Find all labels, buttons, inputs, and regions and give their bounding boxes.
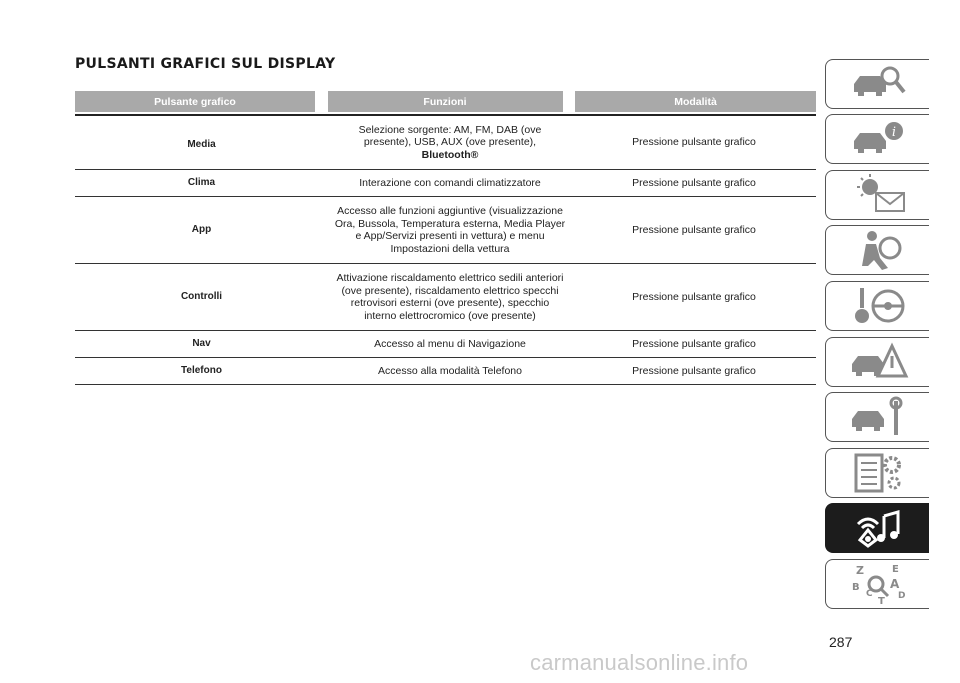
index-letter: B <box>851 582 860 593</box>
car-info-icon <box>846 117 910 161</box>
page-number: 287 <box>829 634 853 650</box>
light-message-icon <box>846 173 910 217</box>
button-name: Controlli <box>180 291 223 302</box>
index-letter: T <box>877 596 885 606</box>
table-header <box>75 91 816 116</box>
button-name: Media <box>187 139 216 150</box>
button-name: Clima <box>187 176 216 188</box>
tab-light-message[interactable] <box>825 170 929 220</box>
function-desc: Attivazione riscaldamento elettrico sedili anteriori (ove presente), riscaldamento elettrico specchi retrovisori esterni (ove presente), specchio interno elettrocromico (ove presente) <box>336 272 564 322</box>
table-row <box>75 358 816 385</box>
button-name: App <box>191 224 212 235</box>
function-desc: Interazione con comandi climatizzatore <box>359 176 541 189</box>
mode-desc: Pressione pulsante grafico <box>632 223 756 236</box>
tab-car-warning[interactable] <box>825 337 929 387</box>
car-wrench-icon <box>846 395 910 439</box>
header-mode: Modalità <box>575 91 816 112</box>
mode-desc: Pressione pulsante grafico <box>632 364 756 377</box>
index-letter: D <box>897 591 905 601</box>
airbag-icon <box>846 228 910 272</box>
alphabet-index-icon <box>846 562 910 606</box>
header-button: Pulsante grafico <box>75 91 315 112</box>
key-steering-wheel-icon <box>846 284 910 328</box>
index-letter: Z <box>855 564 864 577</box>
svg-text:i: i <box>891 125 896 140</box>
tab-alphabet-index[interactable] <box>825 559 929 609</box>
button-name: Nav <box>192 337 211 349</box>
tab-document-gear[interactable] <box>825 448 929 498</box>
car-warning-icon <box>846 340 910 384</box>
mode-desc: Pressione pulsante grafico <box>632 136 756 149</box>
function-text: Selezione sorgente: AM, FM, DAB (ove presente), USB, AUX (ove presente), <box>358 123 542 149</box>
mode-desc: Pressione pulsante grafico <box>632 176 756 189</box>
tab-multimedia[interactable] <box>825 503 929 553</box>
function-desc <box>328 124 572 162</box>
mode-desc: Pressione pulsante grafico <box>632 337 756 350</box>
car-search-icon <box>846 62 910 106</box>
document-gear-icon <box>846 451 910 495</box>
multimedia-icon <box>846 506 910 550</box>
tab-car-wrench[interactable] <box>825 392 929 442</box>
page-title: PULSANTI GRAFICI SUL DISPLAY <box>75 56 336 72</box>
tab-key-steering[interactable] <box>825 281 929 331</box>
function-desc: Accesso alla modalità Telefono <box>378 364 522 377</box>
function-text-bold: Bluetooth® <box>421 148 479 161</box>
button-name: Telefono <box>181 364 222 376</box>
index-letter: E <box>891 564 899 575</box>
table-row <box>75 116 816 170</box>
table-row <box>75 170 816 197</box>
index-letter: A <box>889 577 899 591</box>
function-desc: Accesso al menu di Navigazione <box>374 337 526 350</box>
table-row <box>75 264 816 331</box>
tab-car-search[interactable] <box>825 59 929 109</box>
function-desc: Accesso alle funzioni aggiuntive (visualizzazione Ora, Bussola, Temperatura esterna, Media Player e App/Servizi presenti in vettura) e menu Impostazioni della vettura <box>334 205 566 255</box>
table-row <box>75 197 816 264</box>
tab-car-info[interactable] <box>825 114 929 164</box>
index-letter: C <box>865 589 873 599</box>
mode-desc: Pressione pulsante grafico <box>632 290 756 303</box>
header-functions: Funzioni <box>328 91 563 112</box>
functions-table <box>75 91 816 385</box>
tab-airbag[interactable] <box>825 225 929 275</box>
table-row <box>75 331 816 358</box>
watermark: carmanualsonline.info <box>530 650 749 675</box>
